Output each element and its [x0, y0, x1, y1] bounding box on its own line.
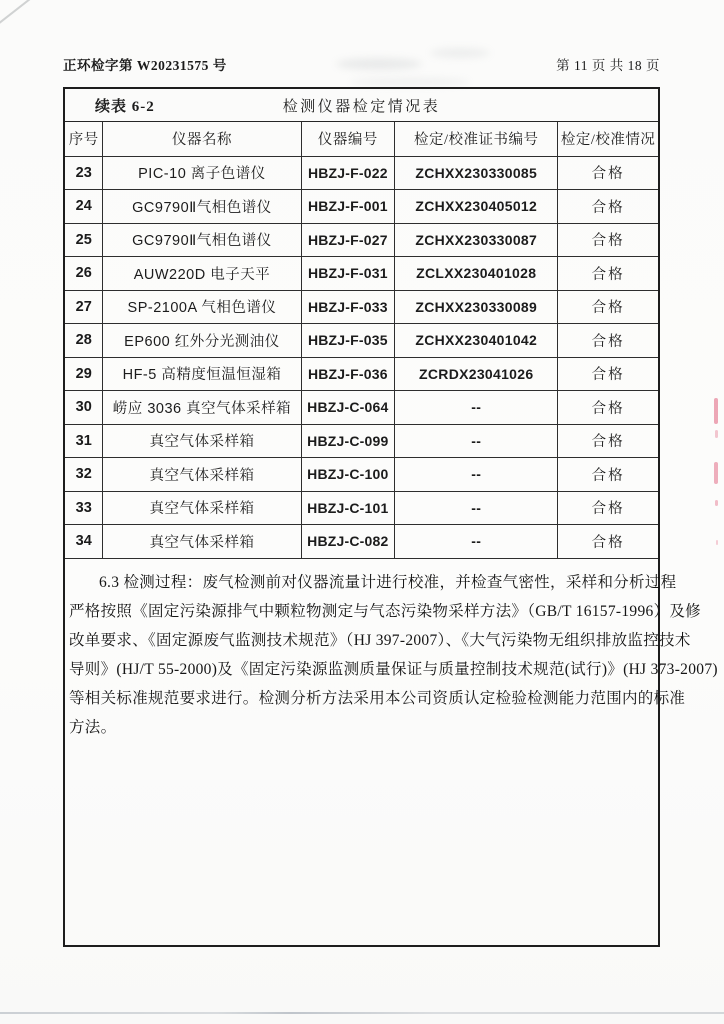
cell-result: 合格 [558, 324, 658, 358]
table-row [65, 223, 658, 257]
paragraph-line: 等相关标准规范要求进行。检测分析方法采用本公司资质认定检验检测能力范围内的标准 [69, 689, 686, 707]
table-header [65, 122, 658, 156]
cell-certificate-number: -- [395, 391, 558, 425]
cell-certificate-number: ZCHXX230401042 [395, 324, 558, 358]
column-header-seq: 序号 [65, 122, 103, 156]
cell-seq: 33 [65, 491, 103, 525]
paragraph-line: 方法。 [69, 718, 117, 736]
cell-seq: 32 [65, 458, 103, 492]
cell-certificate-number: ZCHXX230330087 [395, 223, 558, 257]
table-row [65, 190, 658, 224]
content-frame [63, 87, 718, 947]
cell-instrument-name: PIC-10 离子色谱仪 [103, 156, 301, 190]
cell-seq: 28 [65, 324, 103, 358]
cell-instrument-code: HBZJ-F-031 [301, 257, 395, 291]
scan-edge-artifact [0, 1012, 724, 1014]
cell-instrument-name: 崂应 3036 真空气体采样箱 [103, 391, 301, 425]
cell-instrument-name: 真空气体采样箱 [103, 458, 301, 492]
table-title: 检测仪器检定情况表 [282, 98, 441, 115]
page-indicator: 第 11 页 共 18 页 [556, 58, 660, 73]
table-row [65, 491, 658, 525]
cell-seq: 25 [65, 223, 103, 257]
cell-instrument-name: SP-2100A 气相色谱仪 [103, 290, 301, 324]
cell-seq: 23 [65, 156, 103, 190]
cell-instrument-code: HBZJ-F-022 [301, 156, 395, 190]
cell-certificate-number: ZCLXX230401028 [395, 257, 558, 291]
paragraph-line: 导则》(HJ/T 55-2000)及《固定污染源监测质量保证与质量控制技术规范(试行)》(HJ 373-2007) [69, 660, 718, 678]
cell-seq: 34 [65, 525, 103, 559]
cell-seq: 30 [65, 391, 103, 425]
cell-seq: 31 [65, 424, 103, 458]
table-row [65, 290, 658, 324]
cell-instrument-code: HBZJ-C-101 [301, 491, 395, 525]
cell-result: 合格 [558, 458, 658, 492]
cell-result: 合格 [558, 424, 658, 458]
cell-instrument-code: HBZJ-F-027 [301, 223, 395, 257]
table-row [65, 156, 658, 190]
cell-result: 合格 [558, 357, 658, 391]
cell-instrument-name: EP600 红外分光测油仪 [103, 324, 301, 358]
cell-result: 合格 [558, 257, 658, 291]
stamp-bleed-mark [715, 430, 718, 438]
column-header-cert: 检定/校准证书编号 [395, 122, 558, 156]
cell-certificate-number: -- [395, 525, 558, 559]
stamp-bleed-mark [716, 540, 718, 545]
cell-instrument-code: HBZJ-F-033 [301, 290, 395, 324]
cell-result: 合格 [558, 223, 658, 257]
cell-instrument-name: GC9790Ⅱ气相色谱仪 [103, 190, 301, 224]
table-row [65, 424, 658, 458]
cell-certificate-number: ZCHXX230330089 [395, 290, 558, 324]
table-row [65, 391, 658, 425]
cell-instrument-code: HBZJ-F-036 [301, 357, 395, 391]
paragraph-line: 6.3 检测过程：废气检测前对仪器流量计进行校准，并检查气密性，采样和分析过程 [99, 573, 677, 591]
table-row [65, 324, 658, 358]
paragraph-line: 改单要求、《固定源废气监测技术规范》（HJ 397-2007）、《大气污染物无组织排放监控技术 [69, 631, 691, 649]
cell-result: 合格 [558, 391, 658, 425]
column-header-code: 仪器编号 [301, 122, 395, 156]
cell-instrument-name: GC9790Ⅱ气相色谱仪 [103, 223, 301, 257]
stamp-bleed-mark [714, 462, 718, 484]
cell-result: 合格 [558, 190, 658, 224]
cell-result: 合格 [558, 491, 658, 525]
cell-result: 合格 [558, 525, 658, 559]
cell-seq: 29 [65, 357, 103, 391]
section-6-3-text [65, 568, 718, 742]
cell-seq: 24 [65, 190, 103, 224]
column-header-result: 检定/校准情况 [558, 122, 658, 156]
scan-smudge [350, 78, 470, 86]
continued-table-label: 续表 6-2 [95, 98, 155, 115]
cell-instrument-code: HBZJ-F-001 [301, 190, 395, 224]
cell-instrument-code: HBZJ-C-082 [301, 525, 395, 559]
cell-certificate-number: ZCHXX230330085 [395, 156, 558, 190]
cell-instrument-name: HF-5 高精度恒温恒湿箱 [103, 357, 301, 391]
cell-result: 合格 [558, 290, 658, 324]
cell-instrument-code: HBZJ-F-035 [301, 324, 395, 358]
table-body [65, 156, 658, 558]
document-header [63, 54, 660, 74]
table-row [65, 257, 658, 291]
stamp-bleed-mark [715, 500, 718, 506]
stamp-bleed-mark [714, 398, 718, 424]
cell-certificate-number: ZCRDX23041026 [395, 357, 558, 391]
cell-instrument-code: HBZJ-C-099 [301, 424, 395, 458]
table-row [65, 357, 658, 391]
cell-certificate-number: -- [395, 491, 558, 525]
cell-certificate-number: ZCHXX230405012 [395, 190, 558, 224]
document-number: 正环检字第 W20231575 号 [63, 58, 227, 73]
column-header-name: 仪器名称 [103, 122, 301, 156]
cell-instrument-name: AUW220D 电子天平 [103, 257, 301, 291]
cell-instrument-code: HBZJ-C-064 [301, 391, 395, 425]
cell-instrument-name: 真空气体采样箱 [103, 491, 301, 525]
scan-edge-artifact [0, 0, 33, 29]
cell-seq: 27 [65, 290, 103, 324]
instrument-calibration-table [65, 122, 658, 559]
cell-instrument-name: 真空气体采样箱 [103, 525, 301, 559]
cell-seq: 26 [65, 257, 103, 291]
paragraph-line: 严格按照《固定污染源排气中颗粒物测定与气态污染物采样方法》（GB/T 16157-1996）及修 [69, 602, 701, 620]
cell-certificate-number: -- [395, 458, 558, 492]
table-title-row [65, 89, 658, 122]
cell-result: 合格 [558, 156, 658, 190]
table-row [65, 525, 658, 559]
cell-instrument-code: HBZJ-C-100 [301, 458, 395, 492]
cell-certificate-number: -- [395, 424, 558, 458]
table-row [65, 458, 658, 492]
cell-instrument-name: 真空气体采样箱 [103, 424, 301, 458]
